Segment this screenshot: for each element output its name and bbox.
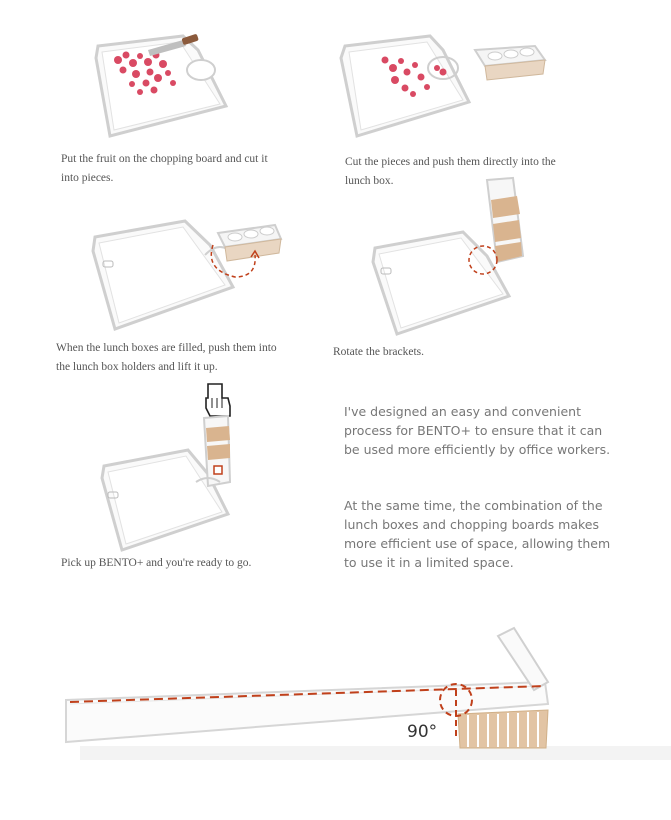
hand-icon <box>206 384 230 416</box>
step3-caption-line1: When the lunch boxes are filled, push them into <box>56 342 277 354</box>
description-paragraph-2: At the same time, the combination of the lunch boxes and chopping boards makes more efficient use of space, allowing them to use it in a limited space. <box>344 498 611 570</box>
step2-caption-line1: Cut the pieces and push them directly into the <box>345 156 556 168</box>
step3-caption <box>56 339 277 377</box>
vertical-lunch-box <box>204 416 230 486</box>
step4-caption <box>333 343 424 362</box>
step5-caption <box>61 554 251 573</box>
angle-label: 90° <box>407 722 438 742</box>
ground-shadow <box>80 746 671 760</box>
step1-illustration <box>88 28 238 143</box>
step2-illustration <box>335 32 550 142</box>
step3-illustration <box>85 215 285 335</box>
lunch-box <box>475 46 545 80</box>
step5-caption-line1: Pick up BENTO+ and you're ready to go. <box>61 557 252 569</box>
step1-caption-line2: into pieces. <box>61 172 114 184</box>
description-paragraph-1: I've designed an easy and convenient process for BENTO+ to ensure that it can be used more efficiently by office workers. <box>344 404 611 457</box>
step3-caption-line2: the lunch box holders and lift it up. <box>56 361 218 373</box>
step5-illustration <box>96 378 241 553</box>
vertical-lunch-box <box>487 178 523 262</box>
bracket <box>498 628 548 690</box>
step4-caption-line1: Rotate the brackets. <box>333 346 425 358</box>
lunch-box-stack <box>218 225 281 261</box>
step4-illustration <box>367 176 527 336</box>
side-view-illustration <box>0 620 671 780</box>
step1-caption <box>61 150 268 188</box>
step2-caption-line2: lunch box. <box>345 175 394 187</box>
lunch-box-side <box>458 710 548 748</box>
step1-caption-line1: Put the fruit on the chopping board and cut it <box>61 153 268 165</box>
